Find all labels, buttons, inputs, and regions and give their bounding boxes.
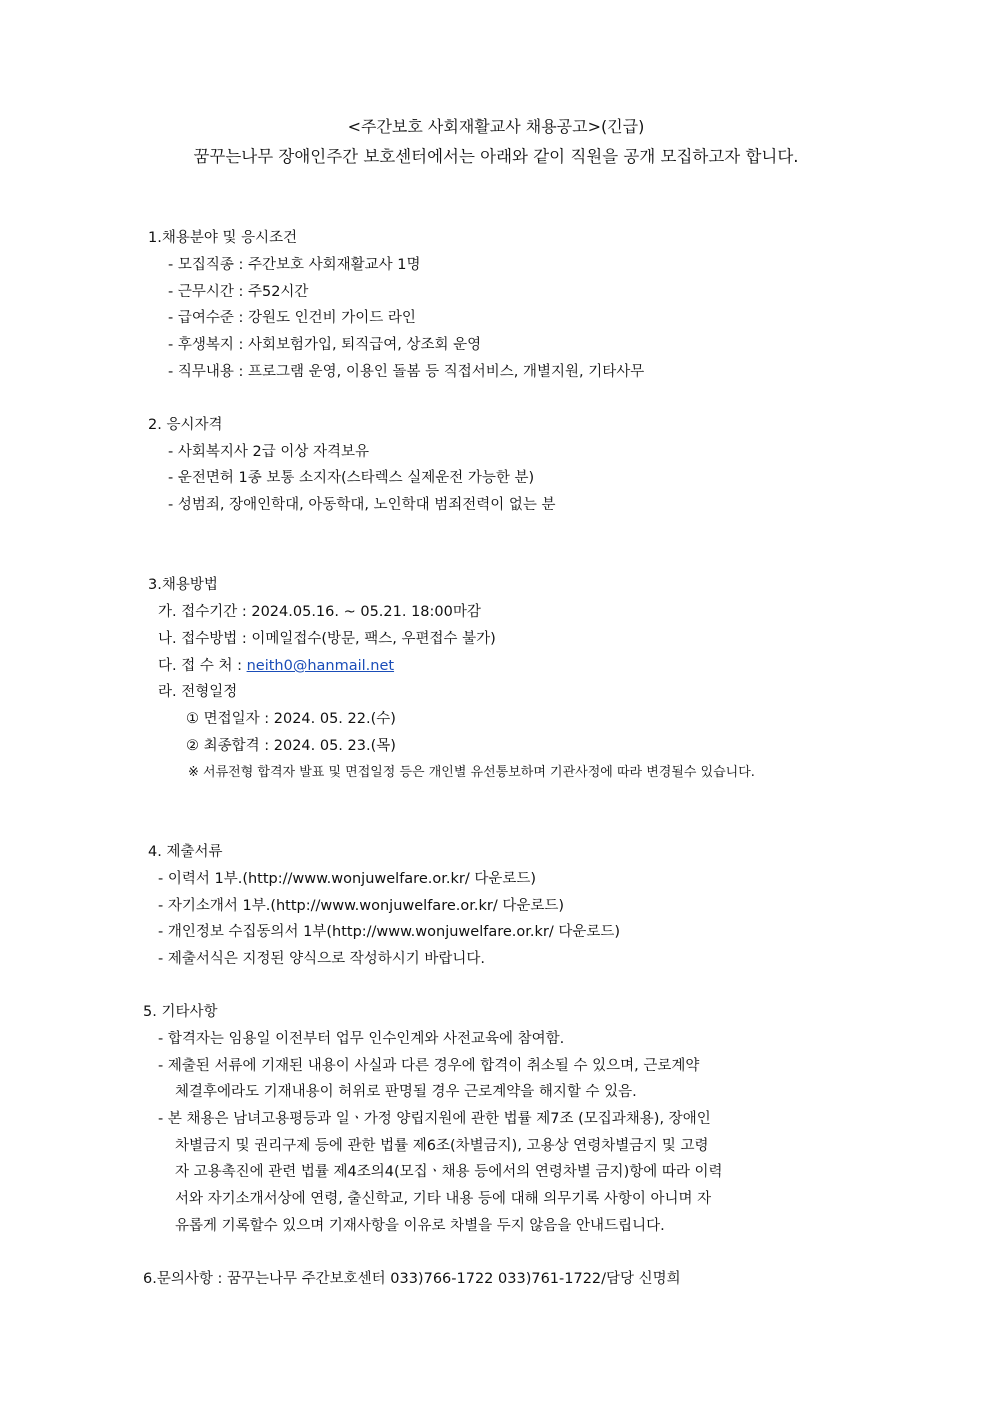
notes-line: 체결후에라도 기재내용이 허위로 판명될 경우 근로계약을 해지할 수 있음. <box>175 1084 637 1100</box>
section-2-item: - 성범죄, 장애인학대, 아동학대, 노인학대 범죄전력이 없는 분 <box>168 497 556 513</box>
notes-line: - 본 채용은 남녀고용평등과 일ㆍ가정 양립지원에 관한 법률 제7조 (모집과채용), 장애인 <box>158 1111 711 1127</box>
receipt-location <box>158 656 394 676</box>
section-1-item: - 직무내용 : 프로그램 운영, 이용인 돌봄 등 직접서비스, 개별지원, 기타사무 <box>168 364 645 380</box>
section-4-heading: 4. 제출서류 <box>148 844 223 860</box>
document-item: - 자기소개서 1부.(http://www.wonjuwelfare.or.kr/ 다운로드) <box>158 898 565 914</box>
section-1-item: - 급여수준 : 강원도 인건비 가이드 라인 <box>168 310 416 326</box>
receipt-period: 가. 접수기간 : 2024.05.16. ~ 05.21. 18:00마감 <box>158 604 481 620</box>
selection-schedule-heading: 라. 전형일정 <box>158 684 238 700</box>
section-2-item: - 운전면허 1종 보통 소지자(스타렉스 실제운전 가능한 분) <box>168 470 535 486</box>
section-1-item: - 후생복지 : 사회보험가입, 퇴직급여, 상조회 운영 <box>168 337 482 353</box>
schedule-note: ※ 서류전형 합격자 발표 및 면접일정 등은 개인별 유선통보하며 기관사정에 따라 변경될수 있습니다. <box>188 765 755 780</box>
section-1-item: - 근무시간 : 주52시간 <box>168 284 309 300</box>
notes-line: - 합격자는 임용일 이전부터 업무 인수인계와 사전교육에 참여함. <box>158 1031 565 1047</box>
final-pass-date: ② 최종합격 : 2024. 05. 23.(목) <box>186 738 396 754</box>
document-item: - 이력서 1부.(http://www.wonjuwelfare.or.kr/ 다운로드) <box>158 871 537 887</box>
document-title: <주간보호 사회재활교사 채용공고>(긴급) <box>347 117 645 136</box>
email-link[interactable]: neith0@hanmail.net <box>246 658 395 674</box>
document-item: - 개인정보 수집동의서 1부(http://www.wonjuwelfare.or.kr/ 다운로드) <box>158 924 621 940</box>
interview-date: ① 면접일자 : 2024. 05. 22.(수) <box>186 711 396 727</box>
notes-line: 자 고용촉진에 관련 법률 제4조의4(모집ㆍ채용 등에서의 연령차별 금지)항에 따라 이력 <box>175 1164 723 1180</box>
document-subtitle: 꿈꾸는나무 장애인주간 보호센터에서는 아래와 같이 직원을 공개 모집하고자 합니다. <box>193 147 799 166</box>
notes-line: 유롭게 기록할수 있으며 기재사항을 이유로 차별을 두지 않음을 안내드립니다. <box>175 1218 665 1234</box>
notes-line: - 제출된 서류에 기재된 내용이 사실과 다른 경우에 합격이 취소될 수 있으며, 근로계약 <box>158 1058 700 1074</box>
section-1-item: - 모집직종 : 주간보호 사회재활교사 1명 <box>168 257 421 273</box>
receipt-location-label: 다. 접 수 처 : <box>158 658 247 674</box>
notes-line: 차별금지 및 권리구제 등에 관한 법률 제6조(차별금지), 고용상 연령차별금지 및 고령 <box>175 1138 709 1154</box>
notes-line: 서와 자기소개서상에 연령, 출신학교, 기타 내용 등에 대해 의무기록 사항이 아니며 자 <box>175 1191 712 1207</box>
section-3-heading: 3.채용방법 <box>148 577 218 593</box>
section-2-item: - 사회복지사 2급 이상 자격보유 <box>168 444 369 460</box>
contact-info: 6.문의사항 : 꿈꾸는나무 주간보호센터 033)766-1722 033)761-1722/담당 신명희 <box>143 1271 681 1287</box>
receipt-method: 나. 접수방법 : 이메일접수(방문, 팩스, 우편접수 불가) <box>158 631 496 647</box>
section-2-heading: 2. 응시자격 <box>148 417 223 433</box>
document-item: - 제출서식은 지정된 양식으로 작성하시기 바랍니다. <box>158 951 486 967</box>
section-5-heading: 5. 기타사항 <box>143 1004 218 1020</box>
section-1-heading: 1.채용분야 및 응시조건 <box>148 230 298 246</box>
